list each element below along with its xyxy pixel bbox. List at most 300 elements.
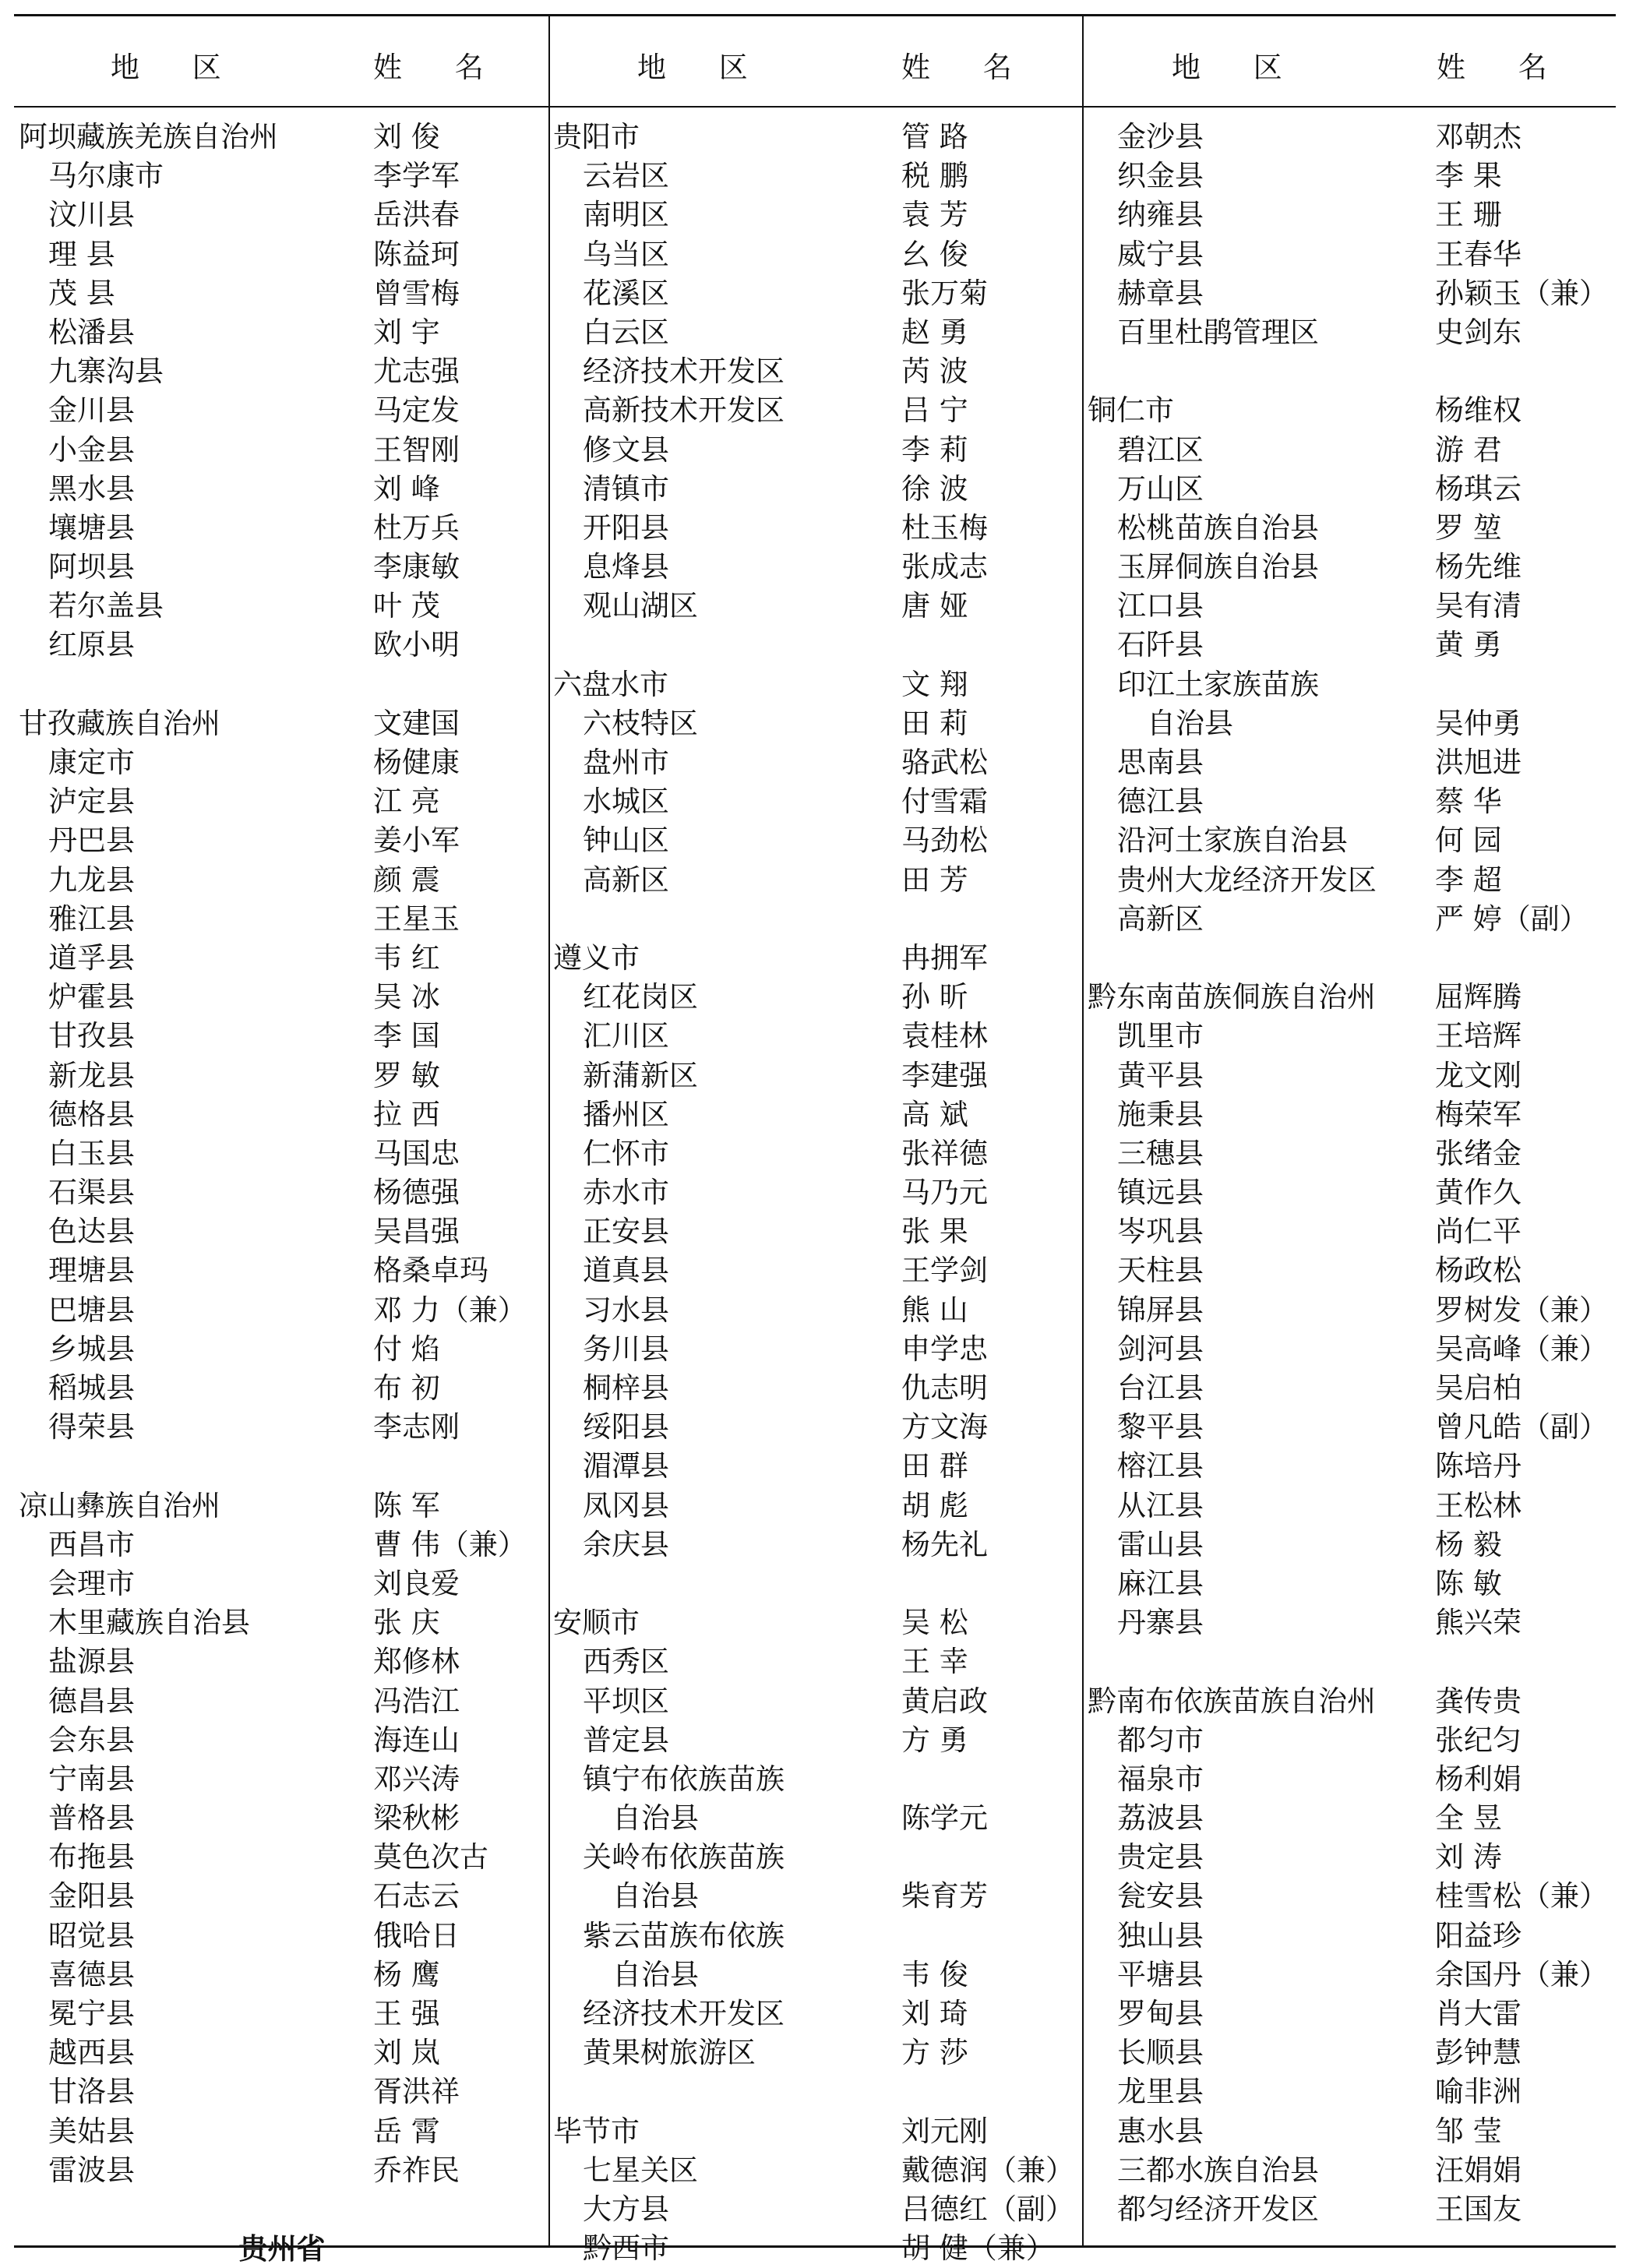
person-name: 李志刚	[373, 1410, 460, 1444]
region-heading-row	[19, 118, 545, 157]
person-name: 杨先维	[1435, 550, 1521, 584]
person-name: 王松林	[1435, 1488, 1521, 1522]
region-name: 镇远县	[1117, 1176, 1204, 1210]
person-name: 岳洪春	[373, 198, 460, 232]
table-row	[1088, 352, 1616, 391]
person-name: 孙 昕	[901, 980, 968, 1014]
person-name: 张祥德	[901, 1136, 988, 1170]
person-name: 王星玉	[373, 901, 460, 936]
person-name: 杨德强	[373, 1176, 460, 1210]
region-name: 丹巴县	[48, 824, 135, 858]
table-row	[1088, 157, 1616, 196]
region-name: 金川县	[48, 393, 135, 428]
region-name: 金沙县	[1117, 120, 1204, 153]
person-name: 熊 山	[901, 1293, 968, 1327]
region-name: 红花岗区	[583, 980, 698, 1014]
region-name: 新蒲新区	[583, 1058, 698, 1092]
table-row	[1088, 587, 1616, 626]
table-row	[19, 157, 545, 196]
region-name: 金阳县	[48, 1879, 135, 1914]
region-name: 小金县	[48, 432, 135, 467]
region-name: 西秀区	[583, 1645, 669, 1679]
table-row	[19, 1369, 545, 1408]
region-name: 玉屏侗族自治县	[1117, 550, 1319, 584]
person-name: 罗树发（兼）	[1435, 1293, 1608, 1327]
person-name: 喻非洲	[1435, 2075, 1521, 2109]
region-name: 余庆县	[583, 1527, 669, 1561]
region-name: 贵阳市	[553, 120, 640, 153]
person-name: 方文海	[901, 1410, 988, 1444]
table-row	[1088, 470, 1616, 509]
region-name: 黎平县	[1117, 1410, 1204, 1444]
person-name: 屈辉腾	[1435, 980, 1521, 1014]
region-name: 黑水县	[48, 471, 135, 506]
table-row	[553, 2072, 1080, 2111]
table-row	[19, 900, 545, 939]
table-row	[19, 470, 545, 509]
table-row	[553, 1173, 1080, 1212]
region-name: 得荣县	[48, 1410, 135, 1444]
person-name: 尤志强	[373, 354, 460, 389]
table-row	[19, 2072, 545, 2111]
region-name: 康定市	[48, 746, 135, 779]
region-name: 榕江县	[1117, 1449, 1204, 1483]
person-name: 黄作久	[1435, 1176, 1521, 1210]
region-name: 江口县	[1117, 589, 1204, 623]
table-row	[1088, 1447, 1616, 1486]
person-name: 王培辉	[1435, 1019, 1521, 1053]
table-row	[553, 2151, 1080, 2190]
region-name: 务川县	[583, 1332, 669, 1366]
person-name: 田 群	[901, 1449, 968, 1483]
table-row	[553, 1017, 1080, 1056]
region-heading-row	[553, 939, 1080, 978]
person-name: 何 园	[1435, 824, 1502, 858]
region-name: 汇川区	[583, 1019, 669, 1053]
region-name: 开阳县	[583, 510, 669, 545]
table-row	[1088, 1212, 1616, 1251]
person-name: 刘 宇	[373, 315, 440, 349]
person-name: 高 斌	[901, 1097, 968, 1131]
region-name: 印江土家族苗族	[1117, 667, 1319, 701]
table-row	[19, 431, 545, 470]
table-row	[1088, 274, 1616, 313]
table-row	[1088, 1603, 1616, 1642]
table-row	[553, 1251, 1080, 1290]
region-name: 钟山区	[583, 824, 669, 858]
person-name: 王学剑	[901, 1254, 988, 1288]
region-name: 六枝特区	[583, 706, 698, 740]
region-name: 德格县	[48, 1097, 135, 1131]
person-name: 吴仲勇	[1435, 706, 1521, 740]
table-row	[553, 1487, 1080, 1526]
region-name: 剑河县	[1117, 1332, 1204, 1366]
header-name: 姓 名	[1437, 51, 1569, 84]
region-name: 麻江县	[1117, 1566, 1204, 1600]
person-name: 莫色次古	[373, 1840, 488, 1875]
section-heading-row	[19, 2229, 545, 2268]
person-name: 邓兴涛	[373, 1762, 460, 1796]
table-row	[553, 196, 1080, 235]
table-row	[1088, 2112, 1616, 2151]
table-row	[19, 1408, 545, 1447]
table-row	[19, 1642, 545, 1681]
region-name: 云岩区	[583, 159, 669, 193]
person-name: 罗 堃	[1435, 510, 1502, 545]
table-row	[553, 274, 1080, 313]
region-name: 自治县	[612, 1957, 699, 1991]
person-name: 杨政松	[1435, 1254, 1521, 1288]
table-row	[1088, 1721, 1616, 1760]
region-name: 九龙县	[48, 862, 135, 897]
region-name: 铜仁市	[1088, 393, 1174, 428]
table-row	[19, 665, 545, 704]
table-row	[1088, 626, 1616, 665]
region-name: 阿坝县	[48, 550, 135, 584]
table-row	[553, 1917, 1080, 1956]
region-heading-row	[1088, 1682, 1616, 1721]
person-name: 刘 涛	[1435, 1840, 1502, 1875]
region-name: 凯里市	[1117, 1019, 1204, 1053]
table-row	[19, 1251, 545, 1290]
person-name: 刘 岚	[373, 2036, 440, 2070]
region-name: 汶川县	[48, 198, 135, 232]
person-name: 游 君	[1435, 432, 1502, 467]
table-row	[553, 1526, 1080, 1564]
region-heading-row	[1088, 391, 1616, 430]
region-heading-row	[553, 2112, 1080, 2151]
region-name: 自治县	[612, 1801, 699, 1836]
person-name: 张纪匀	[1435, 1723, 1521, 1757]
column-header	[1088, 14, 1616, 108]
region-name: 道真县	[583, 1254, 669, 1288]
region-name: 若尔盖县	[48, 589, 164, 623]
person-name: 王 珊	[1435, 198, 1502, 232]
person-name: 陈 军	[373, 1488, 440, 1522]
region-name: 雅江县	[48, 901, 135, 936]
region-name: 德江县	[1117, 785, 1204, 819]
table-row	[553, 509, 1080, 548]
region-name: 息烽县	[583, 550, 669, 584]
person-name: 韦 俊	[901, 1957, 968, 1991]
region-name: 福泉市	[1117, 1762, 1204, 1796]
person-name: 吕德红（副）	[901, 2192, 1074, 2226]
table-row	[553, 626, 1080, 665]
region-name: 紫云苗族布依族	[583, 1918, 785, 1952]
region-name: 凉山彝族自治州	[19, 1488, 220, 1522]
person-name: 杨维权	[1435, 393, 1521, 428]
column-divider-1	[548, 14, 550, 2247]
region-name: 平坝区	[583, 1684, 669, 1718]
person-name: 文 翔	[901, 667, 968, 701]
table-row	[1088, 1956, 1616, 1995]
region-name: 普格县	[48, 1801, 135, 1836]
region-name: 都匀市	[1117, 1723, 1204, 1757]
region-name: 会理市	[48, 1566, 135, 1600]
person-name: 江 亮	[373, 785, 440, 819]
table-row	[1088, 1291, 1616, 1330]
table-row	[19, 1917, 545, 1956]
region-name: 岑巩县	[1117, 1215, 1204, 1249]
region-name: 马尔康市	[48, 159, 164, 193]
person-name: 杨 毅	[1435, 1527, 1502, 1561]
region-name: 自治县	[612, 1879, 699, 1914]
region-name: 经济技术开发区	[583, 1997, 785, 2030]
person-name: 李建强	[901, 1058, 988, 1092]
table-row	[1088, 1408, 1616, 1447]
person-name: 张万菊	[901, 276, 988, 310]
table-row	[19, 821, 545, 860]
table-row	[19, 1877, 545, 1916]
person-name: 吴昌强	[373, 1215, 460, 1249]
person-name: 郑修林	[373, 1645, 460, 1679]
table-row	[553, 391, 1080, 430]
table-row	[553, 1956, 1080, 1995]
region-name: 乌当区	[583, 237, 669, 271]
person-name: 赵 勇	[901, 315, 968, 349]
region-name: 九寨沟县	[48, 354, 164, 389]
person-name: 颜 震	[373, 862, 440, 897]
table-row	[19, 1799, 545, 1838]
region-name: 丹寨县	[1117, 1606, 1204, 1640]
region-name: 镇宁布依族苗族	[583, 1762, 785, 1796]
region-name: 水城区	[583, 785, 669, 819]
person-name: 欧小明	[373, 628, 460, 662]
person-name: 罗 敏	[373, 1058, 440, 1092]
table-row	[1088, 2190, 1616, 2229]
region-name: 雷波县	[48, 2153, 135, 2187]
person-name: 曾凡皓（副）	[1435, 1410, 1608, 1444]
person-name: 李学军	[373, 159, 460, 193]
table-row	[19, 1564, 545, 1603]
region-name: 松潘县	[48, 315, 135, 349]
region-name: 三都水族自治县	[1117, 2153, 1319, 2187]
region-name: 红原县	[48, 628, 135, 662]
table-row	[1088, 939, 1616, 978]
region-heading-row	[1088, 978, 1616, 1017]
region-name: 贵定县	[1117, 1840, 1204, 1875]
table-row	[19, 509, 545, 548]
table-row	[1088, 743, 1616, 782]
person-name: 岳 霄	[373, 2114, 440, 2148]
table-row	[553, 900, 1080, 939]
table-row	[19, 587, 545, 626]
person-name: 杨 鹰	[373, 1957, 440, 1991]
person-name: 梁秋彬	[373, 1801, 460, 1836]
table-row	[1088, 1838, 1616, 1877]
table-row	[1088, 2072, 1616, 2111]
table-row	[1088, 900, 1616, 939]
table-row	[19, 1760, 545, 1799]
region-name: 桐梓县	[583, 1371, 669, 1405]
table-row	[1088, 1056, 1616, 1095]
person-name: 刘良爱	[373, 1566, 460, 1600]
person-name: 全 昱	[1435, 1801, 1502, 1836]
person-name: 陈 敏	[1435, 1566, 1502, 1600]
table-row	[19, 1682, 545, 1721]
region-name: 六盘水市	[553, 667, 668, 701]
region-name: 黔南布依族苗族自治州	[1088, 1684, 1376, 1718]
table-row	[553, 1330, 1080, 1369]
table-row	[19, 1173, 545, 1212]
person-name: 冯浩江	[373, 1684, 460, 1718]
region-name: 松桃苗族自治县	[1117, 510, 1319, 545]
table-row	[19, 1134, 545, 1173]
region-name: 平塘县	[1117, 1957, 1204, 1991]
column-header	[19, 14, 545, 108]
region-name: 白玉县	[48, 1136, 135, 1170]
person-name: 文建国	[373, 706, 460, 740]
table-row	[19, 1017, 545, 1056]
person-name: 袁 芳	[901, 198, 968, 232]
region-name: 道孚县	[48, 940, 135, 975]
column-divider-2	[1082, 14, 1084, 2247]
table-row	[1088, 196, 1616, 235]
person-name: 邹 莹	[1435, 2114, 1502, 2148]
region-name: 甘洛县	[48, 2075, 135, 2109]
table-row	[1088, 1251, 1616, 1290]
person-name: 李 莉	[901, 432, 968, 467]
person-name: 海连山	[373, 1723, 460, 1757]
table-row	[1088, 1134, 1616, 1173]
table-row	[1088, 313, 1616, 352]
table-row	[553, 548, 1080, 587]
person-name: 杨健康	[373, 746, 460, 779]
person-name: 唐 娅	[901, 589, 968, 623]
region-name: 毕节市	[553, 2114, 640, 2148]
table-row	[1088, 1173, 1616, 1212]
region-name: 经济技术开发区	[583, 354, 785, 389]
header-region: 地 区	[111, 51, 243, 84]
table-row	[1088, 2151, 1616, 2190]
table-row	[553, 1995, 1080, 2033]
person-name: 马劲松	[901, 824, 988, 858]
column-2	[553, 14, 1080, 2266]
region-name: 锦屏县	[1117, 1293, 1204, 1327]
region-name: 湄潭县	[583, 1449, 669, 1483]
person-name: 王 幸	[901, 1645, 968, 1679]
region-name: 美姑县	[48, 2114, 135, 2148]
table-row	[553, 1369, 1080, 1408]
region-name: 泸定县	[48, 785, 135, 819]
region-name: 巴塘县	[48, 1293, 135, 1327]
person-name: 芮 波	[901, 354, 968, 389]
region-name: 安顺市	[553, 1606, 640, 1640]
region-name: 播州区	[583, 1097, 669, 1131]
table-row	[1088, 1877, 1616, 1916]
region-name: 南明区	[583, 198, 669, 232]
person-name: 严 婷（副）	[1435, 901, 1588, 936]
person-name: 管 路	[901, 120, 968, 153]
region-name: 黄果树旅游区	[583, 2036, 756, 2070]
table-row	[553, 1877, 1080, 1916]
person-name: 刘 琦	[901, 1997, 968, 2030]
person-name: 张 庆	[373, 1606, 440, 1640]
region-name: 木里藏族自治县	[48, 1606, 250, 1640]
region-name: 瓮安县	[1117, 1879, 1204, 1914]
person-name: 杜万兵	[373, 510, 460, 545]
person-name: 王智刚	[373, 432, 460, 467]
region-name: 正安县	[583, 1215, 669, 1249]
table-row	[1088, 782, 1616, 821]
person-name: 李康敏	[373, 550, 460, 584]
person-name: 吴 冰	[373, 980, 440, 1014]
region-name: 普定县	[583, 1723, 669, 1757]
table-row	[553, 1642, 1080, 1681]
row-list	[1088, 118, 1616, 2229]
region-name: 稻城县	[48, 1371, 135, 1405]
person-name: 汪娟娟	[1435, 2153, 1521, 2187]
region-name: 新龙县	[48, 1058, 135, 1092]
table-row	[19, 743, 545, 782]
person-name: 胡 健（兼）	[901, 2231, 1055, 2266]
table-row	[1088, 509, 1616, 548]
person-name: 方 莎	[901, 2036, 968, 2070]
region-heading-row	[553, 1603, 1080, 1642]
table-row	[19, 1603, 545, 1642]
table-row	[19, 1956, 545, 1995]
person-name: 冉拥军	[901, 940, 988, 975]
table-row	[1088, 1095, 1616, 1134]
person-name: 陈学元	[901, 1801, 988, 1836]
person-name: 史剑东	[1435, 315, 1521, 349]
table-row	[19, 2112, 545, 2151]
table-row	[19, 1095, 545, 1134]
person-name: 杨琪云	[1435, 471, 1521, 506]
table-row	[1088, 1526, 1616, 1564]
person-name: 曾雪梅	[373, 276, 460, 310]
table-row	[553, 587, 1080, 626]
person-name: 徐 波	[901, 471, 968, 506]
person-name: 熊兴荣	[1435, 1606, 1521, 1640]
region-name: 习水县	[583, 1293, 669, 1327]
person-name: 陈培丹	[1435, 1449, 1521, 1483]
table-row	[19, 1291, 545, 1330]
region-name: 高新区	[583, 862, 669, 897]
row-list	[19, 118, 545, 2268]
person-name: 杜玉梅	[901, 510, 988, 545]
region-name: 茂 县	[48, 276, 115, 310]
person-name: 黄启政	[901, 1684, 988, 1718]
table-row	[553, 1447, 1080, 1486]
person-name: 张绪金	[1435, 1136, 1521, 1170]
person-name: 李 国	[373, 1019, 440, 1053]
region-name: 关岭布依族苗族	[583, 1840, 785, 1875]
region-name: 德昌县	[48, 1684, 135, 1718]
table-row	[19, 2151, 545, 2190]
region-name: 施秉县	[1117, 1097, 1204, 1131]
table-row	[553, 313, 1080, 352]
person-name: 格桑卓玛	[373, 1254, 488, 1288]
region-name: 清镇市	[583, 471, 669, 506]
person-name: 李 超	[1435, 862, 1502, 897]
region-name: 思南县	[1117, 746, 1204, 779]
table-row	[19, 626, 545, 665]
region-heading-row	[19, 1487, 545, 1526]
table-row	[1088, 704, 1616, 743]
region-heading-row	[553, 118, 1080, 157]
person-name: 拉 西	[373, 1097, 440, 1131]
person-name: 曹 伟（兼）	[373, 1527, 527, 1561]
person-name: 张成志	[901, 550, 988, 584]
person-name: 税 鹏	[901, 159, 968, 193]
region-name: 凤冈县	[583, 1488, 669, 1522]
region-name: 七星关区	[583, 2153, 698, 2187]
region-name: 高新技术开发区	[583, 393, 785, 428]
table-row	[1088, 1760, 1616, 1799]
table-row	[553, 2229, 1080, 2268]
person-name: 邓 力（兼）	[373, 1293, 527, 1327]
